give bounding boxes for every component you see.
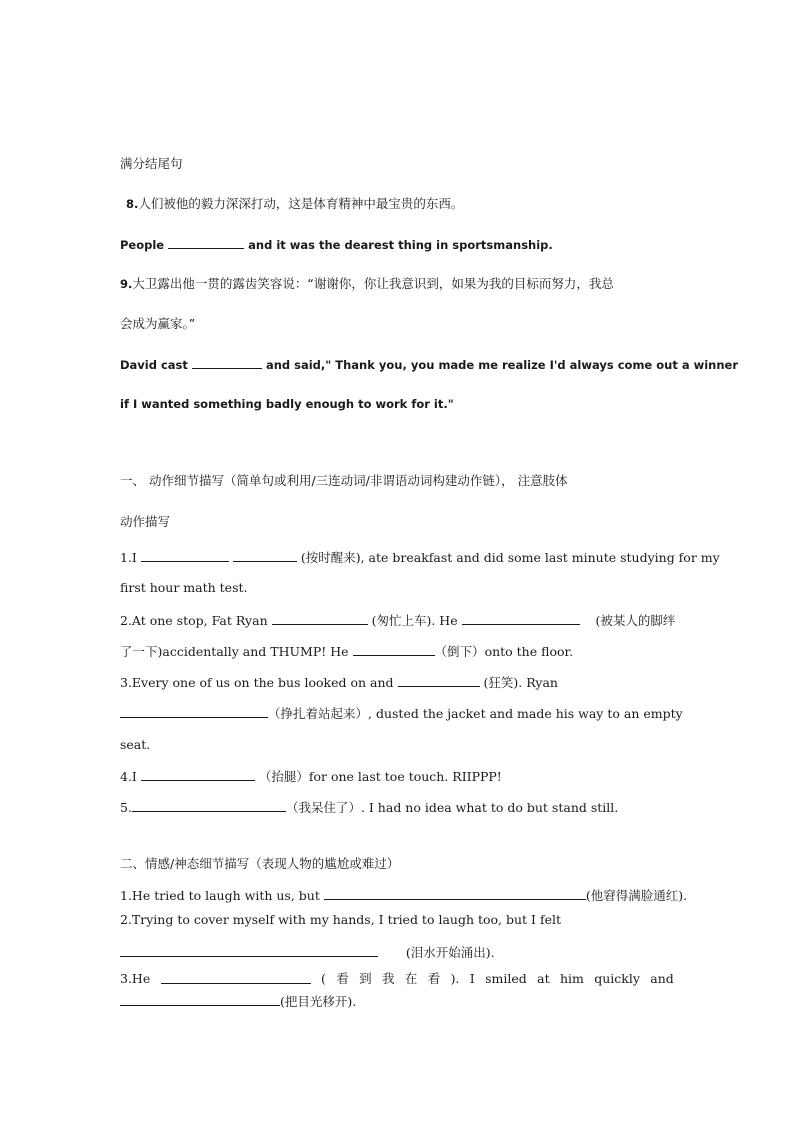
q9-chinese-1: 9.大卫露出他一贯的露齿笑容说：“谢谢你，你让我意识到，如果为我的目标而努力，我总 xyxy=(120,276,614,291)
answer-blank[interactable] xyxy=(462,612,580,625)
s2-item3: 3.He ( 看 到 我 在 看 ). I smiled at him quickly and xyxy=(120,971,674,986)
s1-item1: 1.I (按时醒来), ate breakfast and did some last minute studying for my xyxy=(120,550,720,565)
section2-title: 二、情感/神态细节描写（表现人物的尴尬或难过） xyxy=(120,856,400,871)
answer-blank[interactable] xyxy=(120,993,280,1006)
q9-english-2: if I wanted something badly enough to work for it." xyxy=(120,397,454,411)
answer-blank[interactable] xyxy=(120,705,268,718)
answer-blank[interactable] xyxy=(120,944,378,957)
q8-english: People and it was the dearest thing in sportsmanship. xyxy=(120,238,553,252)
s2-item1: 1.He tried to laugh with us, but (他窘得满脸通红). xyxy=(120,888,688,903)
answer-blank[interactable] xyxy=(233,549,297,562)
s1-item1-line2: first hour math test. xyxy=(120,580,248,595)
answer-blank[interactable] xyxy=(192,356,262,369)
s2-item2-line2: (泪水开始涌出). xyxy=(120,944,495,961)
q9-english-1: David cast and said," Thank you, you made me realize I'd always come out a winner xyxy=(120,358,738,372)
answer-blank[interactable] xyxy=(141,549,229,562)
answer-blank[interactable] xyxy=(132,799,286,812)
section1-title-1: 一、 动作细节描写（简单句或利用/三连动词/非谓语动词构建动作链）， 注意肢体 xyxy=(120,473,568,488)
s1-item5: 5. （我呆住了）. I had no idea what to do but stand still. xyxy=(120,800,619,815)
section-header: 满分结尾句 xyxy=(120,156,183,171)
s1-item3-line3: seat. xyxy=(120,737,151,752)
s1-item2: 2.At one stop, Fat Ryan (匆忙上车). He (被某人的脚绊 xyxy=(120,613,676,628)
answer-blank[interactable] xyxy=(324,887,586,900)
answer-blank[interactable] xyxy=(353,643,435,656)
q9-chinese-2: 会成为赢家。” xyxy=(120,316,196,331)
s2-item2: 2.Trying to cover myself with my hands, I tried to laugh too, but I felt xyxy=(120,912,562,927)
section1-title-2: 动作描写 xyxy=(120,514,171,529)
answer-blank[interactable] xyxy=(272,612,368,625)
s1-item3: 3.Every one of us on the bus looked on and (狂笑). Ryan xyxy=(120,675,558,690)
answer-blank[interactable] xyxy=(168,236,244,249)
answer-blank[interactable] xyxy=(398,674,480,687)
answer-blank[interactable] xyxy=(161,971,311,984)
q8-chinese: 8.人们被他的毅力深深打动，这是体育精神中最宝贵的东西。 xyxy=(126,196,464,211)
answer-blank[interactable] xyxy=(141,768,255,781)
s1-item3-line2: （挣扎着站起来）, dusted the jacket and made his way to an empty xyxy=(120,705,683,722)
s1-item2-line2: 了一下)accidentally and THUMP! He （倒下）onto the floor. xyxy=(120,644,574,659)
s1-item4: 4.I （抬腿）for one last toe touch. RIIPPP! xyxy=(120,769,502,784)
s2-item3-line2: (把目光移开). xyxy=(120,993,356,1010)
